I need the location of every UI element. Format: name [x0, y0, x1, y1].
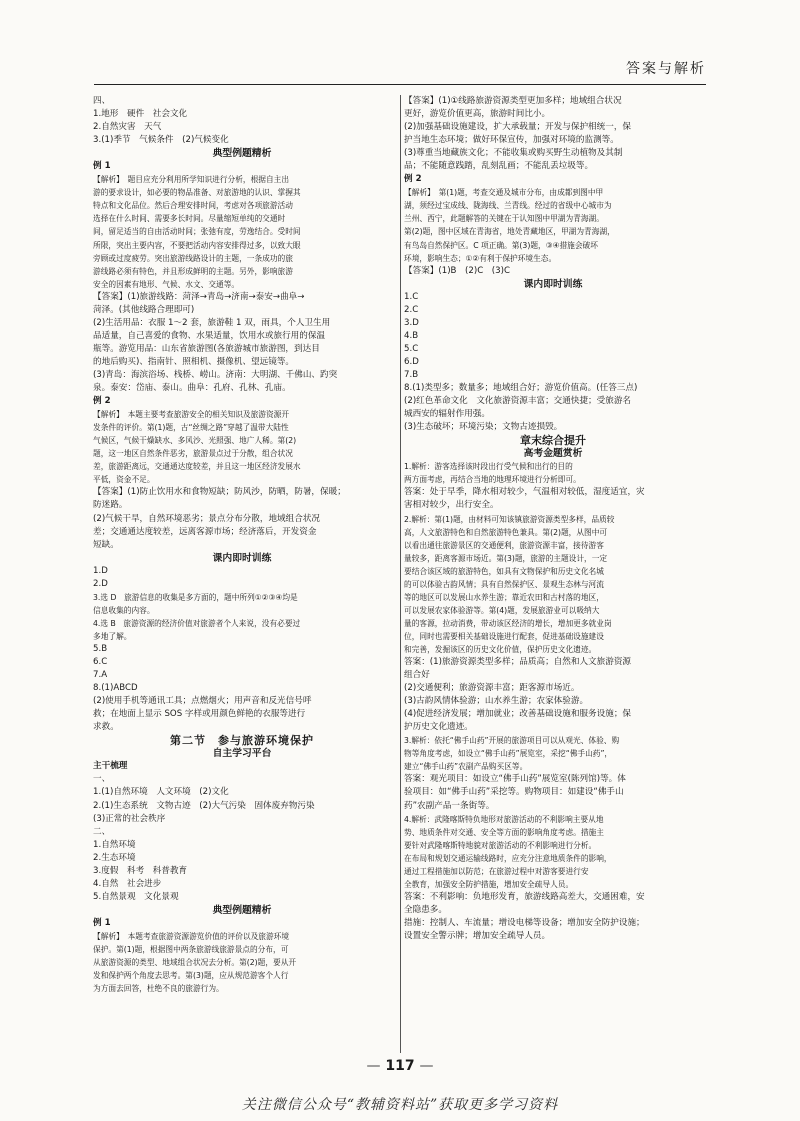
text-line: 护当地生态环境；做好环保宣传，加强对环境的监测等。 [404, 135, 619, 146]
text-line: (4)促进经济发展；增加就业；改善基础设施和服务设施；保 [404, 709, 632, 720]
text-line: 1.C [404, 291, 419, 302]
text-line: 游的要求设计，如必要的物品准备、对旅游地的认识、掌握其 [93, 188, 301, 198]
text-line: 四、 [93, 96, 111, 106]
text-line: (3)古韵风情体验游；山水养生游；农家体验游。 [404, 696, 589, 707]
text-line: 信息收集的内容。 [93, 605, 155, 615]
text-line: 【答案】(1)防止饮用水和食物短缺；防风沙，防晒，防暑，保暖； [93, 487, 346, 498]
text-line: 的地后购买)、指南针、照相机、摄像机、望远镜等。 [93, 356, 295, 367]
text-line: 全教育，加强安全防护措施，增加安全疏导人员。 [404, 879, 574, 889]
text-line: 答案：处于早季，降水相对较少，气温相对较低，湿度适宜，灾 [404, 487, 645, 498]
text-line: 的可以体验古韵风情；具有自然保护区、景观生态林与河流 [404, 579, 604, 589]
text-line: 保护。第(1)题，根据图中两条旅游线旅游景点的分布，可 [93, 945, 289, 955]
text-line: 1.D [93, 565, 108, 576]
text-line: 护历史文化遗迹。 [404, 722, 473, 733]
text-line: 旁顾或过度疲劳。突出旅游线路设计的主题，一条成功的旅 [93, 253, 293, 263]
text-line: 2.C [404, 304, 419, 315]
text-line: 可以发展农家体验游等。第(4)题，发展旅游业可以吸纳大 [404, 605, 600, 615]
text-line: 1.解析：游客选择该时段出行受气候和出行的目的 [404, 462, 573, 472]
section-heading: 课内即时训练 [523, 278, 583, 290]
text-line: 1.(1)自然环境 人文环境 (2)文化 [93, 787, 229, 798]
text-line: 1.地形 硬件 社会文化 [93, 109, 188, 120]
text-line: 泉。泰安：岱庙、泰山。曲阜：孔府、孔林、孔庙。 [93, 383, 291, 394]
text-line: 5.B [93, 643, 108, 654]
text-line: 答案：(1)旅游资源类型多样；品质高；自然和人文旅游资源 [404, 657, 632, 668]
text-line: 例 1 [93, 917, 111, 928]
text-line: 措施：控制人、车流量；增设电梯等设备；增加安全防护设施； [404, 917, 645, 928]
text-line: 和完善，发掘该区的历史文化价值，保护历史文化遗迹。 [404, 644, 597, 654]
text-line: 验项目：如“佛手山药”采挖等。购物项目：如建设“佛手山 [404, 787, 624, 798]
text-line: 7.A [93, 670, 108, 681]
text-line: 菏泽。(其他线路合理即可) [93, 304, 195, 315]
text-line: 品；不能随意践踏，乱刻乱画；不能乱丢垃圾等。 [404, 161, 594, 172]
text-line: 差；交通通达度较差，远离客源市场；经济落后，开发资金 [93, 526, 317, 537]
text-line: 通过工程措施加以防范；在旅游过程中对游客要进行安 [404, 866, 589, 876]
text-line: 特点和文化品位。然后合理安排时间，考虑对各项旅游活动 [93, 201, 293, 211]
section-heading: 高考金题赏析 [523, 448, 583, 460]
text-line: 短缺。 [93, 539, 119, 550]
text-line: 平低，资金不足。 [93, 475, 155, 485]
section-heading: 典型例题精析 [212, 148, 272, 160]
text-line: (2)使用手机等通讯工具；点燃烟火；用声音和反光信号呼 [93, 696, 312, 707]
section-heading: 自主学习平台 [212, 748, 272, 760]
footer-note: 关注微信公众号“教辅资料站”获取更多学习资料 [241, 1097, 559, 1113]
text-line: 8.(1)类型多；数量多；地域组合好；游览价值高。(任答三点) [404, 383, 638, 394]
section-heading: 章末综合提升 [520, 434, 586, 448]
page-number-dash-left: — [366, 1058, 381, 1074]
text-line: 2.D [93, 578, 108, 589]
text-line: 环境，影响生态；①②有利于保护环境生态。 [404, 253, 557, 263]
text-line: 【答案】(1)①线路旅游资源类型更加多样；地域组合状况 [404, 96, 622, 106]
text-line: 答案：观光项目：如设立“佛手山药”展览室(陈列馆)等。体 [404, 774, 626, 785]
text-line: 3.选 D 旅游信息的收集是多方面的，题中所列①②③④均是 [93, 592, 298, 602]
text-line: 气候区，气候干燥缺水、多风沙、光照强、地广人稀。第(2) [93, 436, 297, 446]
text-line: 要结合该区域的旅游特色，如具有文物保护和历史文化名城 [404, 566, 604, 576]
text-line: 【解析】 本题考查旅游资源游览价值的评价以及旅游环境 [93, 932, 290, 941]
text-line: 例 2 [404, 174, 422, 185]
left-column [93, 95, 391, 995]
page-number [0, 1058, 800, 1074]
text-line: 瓶等。游览用品：山东省旅游图(各旅游城市旅游图，到达目 [93, 343, 320, 354]
text-line: 设置安全警示牌；增加安全疏导人员。 [404, 931, 551, 941]
text-line: 防迷路。 [93, 500, 128, 511]
text-line: 题，这一地区自然条件恶劣，旅游景点过于分散，组合状况 [93, 449, 293, 459]
text-line: (3)青岛：海滨浴场、栈桥、崂山。济南：大明湖、千佛山、趵突 [93, 369, 338, 380]
text-line: 多地了解。 [93, 631, 132, 641]
text-line: 湖，须经过宝成线、陇海线、兰青线。经过的省级中心城市为 [404, 201, 612, 211]
text-line: 量的客源，拉动消费，带动该区经济的增长，增加更多就业岗 [404, 618, 612, 628]
text-line: 药”农副产品一条街等。 [404, 800, 495, 811]
text-line: 选择在什么时间、需要多长时间。尽量缩短单纯的交通时 [93, 214, 286, 224]
section-heading: 第二节 参与旅游环境保护 [170, 734, 314, 748]
page-number-value: 117 [385, 1058, 415, 1074]
text-line: 6.C [93, 657, 108, 668]
text-line: 从旅游资源的类型、地域组合状况去分析。第(2)题，要从开 [93, 958, 297, 968]
column-divider [400, 95, 401, 1053]
text-line: (2)气候干旱，自然环境恶劣；景点分布分散，地域组合状况 [93, 513, 321, 524]
text-line: 要针对武隆喀斯特地貌对旅游活动的不利影响进行分析。 [404, 840, 597, 850]
text-line: 以看出通往旅游景区的交通便利，旅游资源丰富，接待游客 [404, 540, 604, 550]
text-line: 【解析】 第(1)题，考查交通及城市分布，由成都到图中甲 [404, 188, 604, 198]
text-line: 3.(1)季节 气候条件 (2)气候变化 [93, 135, 229, 146]
text-line: 【答案】(1)旅游线路：菏泽→青岛→济南→泰安→曲阜→ [93, 291, 305, 302]
text-line: 兰州、西宁，此题解答的关键在于认知图中甲湖为青海湖。 [404, 214, 604, 224]
text-line: (3)正常的社会秩序 [93, 813, 166, 824]
section-heading: 典型例题精析 [212, 904, 272, 916]
text-line: 二、 [93, 826, 111, 837]
text-line: 主干梳理 [93, 761, 128, 772]
text-line: 4.选 B 旅游资源的经济价值对旅游者个人来说，没有必要过 [93, 618, 301, 628]
text-line: 4.解析：武隆喀斯特负地形对旅游活动的不利影响主要从地 [404, 814, 604, 824]
text-line: 6.D [404, 356, 419, 367]
text-line: 例 1 [93, 161, 111, 172]
section-heading: 课内即时训练 [212, 552, 272, 564]
text-line: 5.自然景观 文化景观 [93, 891, 179, 902]
text-line: 两方面考虑，再结合当地的地理环境进行分析即可。 [404, 475, 581, 485]
text-line: 建立“佛手山药”农副产品购买区等。 [404, 762, 528, 772]
text-line: 3.D [404, 317, 419, 328]
text-line: 城西安的辐射作用强。 [404, 409, 490, 420]
text-line: 间，留足适当的自由活动时间；张弛有度，劳逸结合。受时间 [93, 227, 301, 237]
text-line: 4.B [404, 330, 419, 341]
text-line: 等的地区可以发展山水养生游；靠近农田和古村落的地区， [404, 592, 604, 602]
text-line: 4.自然 社会进步 [93, 878, 162, 889]
text-line: 【解析】 本题主要考查旅游安全的相关知识及旅游资源开 [93, 410, 290, 420]
text-line: 答案：不利影响：负地形发育，旅游线路高差大，交通困难，安 [404, 891, 645, 902]
text-line: 例 2 [93, 396, 111, 407]
text-line: 势、地质条件对交通、安全等方面的影响角度考虑。措施主 [404, 827, 604, 837]
text-line: (3)生态破坏；环境污染；文物古迹损毁。 [404, 422, 563, 433]
text-line: 7.B [404, 369, 419, 380]
text-line: 组合好 [404, 670, 430, 681]
text-line: 所限，突出主要内容，不要把活动内容安排得过多，以致大眼 [93, 240, 301, 250]
right-column [404, 95, 702, 943]
text-line: 发和保护两个角度去思考。第(3)题，应从规范游客个人行 [93, 971, 289, 981]
text-line: 3.度假 科考 科普教育 [93, 865, 188, 876]
text-line: 【答案】(1)B (2)C (3)C [404, 265, 510, 276]
header-rule [94, 84, 706, 85]
text-line: 2.自然灾害 天气 [93, 122, 162, 133]
text-line: (2)交通便利；旅游资源丰富；距客源市场近。 [404, 683, 580, 694]
text-line: 量较多，距离客源市场近。第(3)题，旅游的主题设计，一定 [404, 553, 608, 563]
text-line: 物等角度考虑，如设立“佛手山药”展览室，采挖“佛手山药”， [404, 749, 613, 759]
text-line: 8.(1)ABCD [93, 683, 138, 694]
text-line: 一、 [93, 774, 111, 785]
text-line: 差，旅游距离远，交通通达度较差，并且这一地区经济发展水 [93, 462, 301, 472]
text-line: (2)加强基础设施建设，扩大承载量；开发与保护相统一，保 [404, 122, 632, 133]
text-line: (3)尊重当地藏族文化；不能收集或购买野生动植物及其制 [404, 148, 623, 159]
text-line: 品适量，自己喜爱的食物、水果适量，饮用水或旅行用的保温 [93, 330, 326, 341]
page-number-dash-right: — [419, 1058, 434, 1074]
text-line: 2.(1)生态系统 文物古迹 (2)大气污染 固体废弃物污染 [93, 800, 315, 811]
text-line: (2)红色革命文化 文化旅游资源丰富；交通快捷；受旅游名 [404, 396, 632, 407]
text-line: 救；在地面上显示 SOS 字样或用颜色鲜艳的衣服等进行 [93, 709, 306, 720]
text-line: 有鸟岛自然保护区。C 项正确。第(3)题，③④措施会破坏 [404, 240, 598, 250]
text-line: 位，同时也需要相关基础设施进行配套，促进基础设施建设 [404, 631, 604, 641]
text-line: 求救。 [93, 722, 119, 733]
text-line: 游线路必须有特色，并且形成鲜明的主题。另外，影响旅游 [93, 266, 293, 276]
text-line: 在布局和规划交通运输线路时，应充分注意地质条件的影响， [404, 853, 612, 863]
running-header: 答案与解析 [626, 61, 706, 77]
text-line: 发条件的评价。第(1)题，古“丝绸之路”穿越了温带大陆性 [93, 423, 289, 433]
text-line: 【解析】 题目应充分利用所学知识进行分析，根据自主出 [93, 175, 290, 185]
text-line: 安全的因素有地形、气候、水文、交通等。 [93, 279, 240, 289]
text-line: 第(2)题，图中区域在青海省，地处青藏地区，甲湖为青海湖， [404, 227, 615, 237]
text-line: 为方面去回答，杜绝不良的旅游行为。 [93, 984, 224, 994]
text-line: 全隐患多。 [404, 904, 447, 915]
text-line: (2)生活用品：衣服 1～2 套，旅游鞋 1 双，雨具，个人卫生用 [93, 317, 331, 328]
text-line: 1.自然环境 [93, 839, 136, 850]
text-line: 2.生态环境 [93, 852, 136, 863]
text-line: 5.C [404, 343, 419, 354]
text-line: 害相对较少，出行安全。 [404, 500, 499, 511]
text-line: 3.解析：依托“佛手山药”开展的旅游项目可以从观光、体验、购 [404, 736, 620, 746]
text-line: 2.解析：第(1)题，由材料可知该镇旅游资源类型多样，品质较 [404, 514, 615, 524]
text-line: 更好，游览价值更高，旅游时间比小。 [404, 109, 551, 120]
text-line: 高，人文旅游特色和自然旅游特色兼具。第(2)题，从图中可 [404, 527, 608, 537]
